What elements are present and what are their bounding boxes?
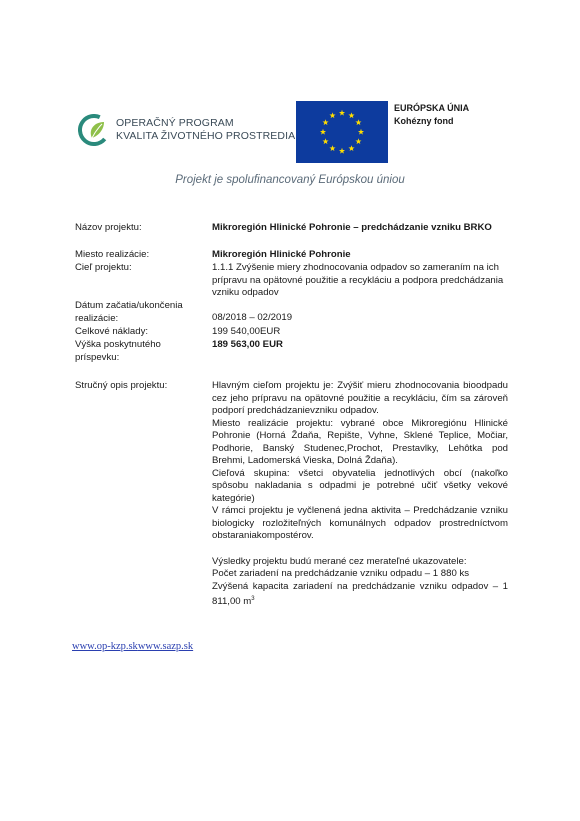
eu-line-2: Kohézny fond xyxy=(394,116,454,126)
result-2-text: Zvýšená kapacita zariadení na predchádzanie vzniku odpadov – 1 811,00 m xyxy=(212,580,508,608)
date-label: Dátum začatia/ukončenia realizácie: xyxy=(75,300,183,324)
description-label: Stručný opis projektu: xyxy=(75,380,168,391)
project-name-label: Názov projektu: xyxy=(75,222,142,233)
grant-label: Výška poskytnutého príspevku: xyxy=(75,339,161,363)
program-line-1: OPERAČNÝ PROGRAM xyxy=(116,117,234,129)
grant-value: 189 563,00 EUR xyxy=(212,339,283,350)
eu-flag-icon xyxy=(296,101,388,163)
results-intro: Výsledky projektu budú merané cez merateľné ukazovatele: xyxy=(212,555,467,567)
goal-value: 1.1.1 Zvýšenie miery zhodnocovania odpadov so zameraním na ich prípravu na opätovné použitie a recykláciu a podpora predchádzania vzniku odpadov xyxy=(212,262,504,298)
result-2 xyxy=(212,581,508,609)
eu-caption xyxy=(394,102,469,128)
description-block xyxy=(212,380,508,609)
result-2-sup: 3 xyxy=(251,596,255,602)
place-label: Miesto realizácie: xyxy=(75,249,150,260)
project-name-value: Mikroregión Hlinické Pohronie – predchádzanie vzniku BRKO xyxy=(212,222,492,233)
footer-links xyxy=(72,641,193,652)
link-sazp[interactable]: www.sazp.sk xyxy=(137,641,194,652)
eu-line-1: EURÓPSKA ÚNIA xyxy=(394,103,470,113)
description-target-group: Cieľová skupina: všetci obyvatelia jednotlivých obcí (nakoľko spôsobu nakladania s odpadmi je potrebné učiť všetky vekové kategórie) xyxy=(212,467,508,504)
description-place: Miesto realizácie projektu: vybrané obce Mikroregiónu Hlinické Pohronie (Horná Ždaňa, Repište, Vyhne, Sklené Teplice, Močiar, Podhorie, Banský Studenec,Prochot, Prestavlky, Lehôtka pod Brehmi, Ladomerská Vieska, Dolná Ždaňa). xyxy=(212,417,508,466)
program-title xyxy=(116,117,295,143)
cost-label: Celkové náklady: xyxy=(75,326,149,337)
link-op-kzp[interactable]: www.op-kzp.sk xyxy=(72,641,138,652)
description-activity: V rámci projektu je vyčlenená jedna aktivita – Predchádzanie vzniku biologicky rozložiteľných komunálnych odpadov prostredníctvom obstaraniakompostérov. xyxy=(212,505,508,541)
date-value: 08/2018 – 02/2019 xyxy=(212,312,293,323)
place-value: Mikroregión Hlinické Pohronie xyxy=(212,249,351,260)
op-kzp-logo-icon xyxy=(78,114,110,146)
description-goal: Hlavným cieľom projektu je: Zvýšiť mieru zhodnocovania bioodpadu cez jeho prípravu na opätovné použitie a recykláciu, čím sa zároveň podporí predchádzanievzniku odpadov. xyxy=(212,380,508,416)
cofinanced-note: Projekt je spolufinancovaný Európskou úniou xyxy=(175,174,405,186)
result-1: Počet zariadení na predchádzanie vzniku odpadu – 1 880 ks xyxy=(212,568,470,579)
program-line-2: KVALITA ŽIVOTNÉHO PROSTREDIA xyxy=(116,130,296,142)
goal-label: Cieľ projektu: xyxy=(75,262,132,273)
cost-value: 199 540,00EUR xyxy=(212,326,281,337)
